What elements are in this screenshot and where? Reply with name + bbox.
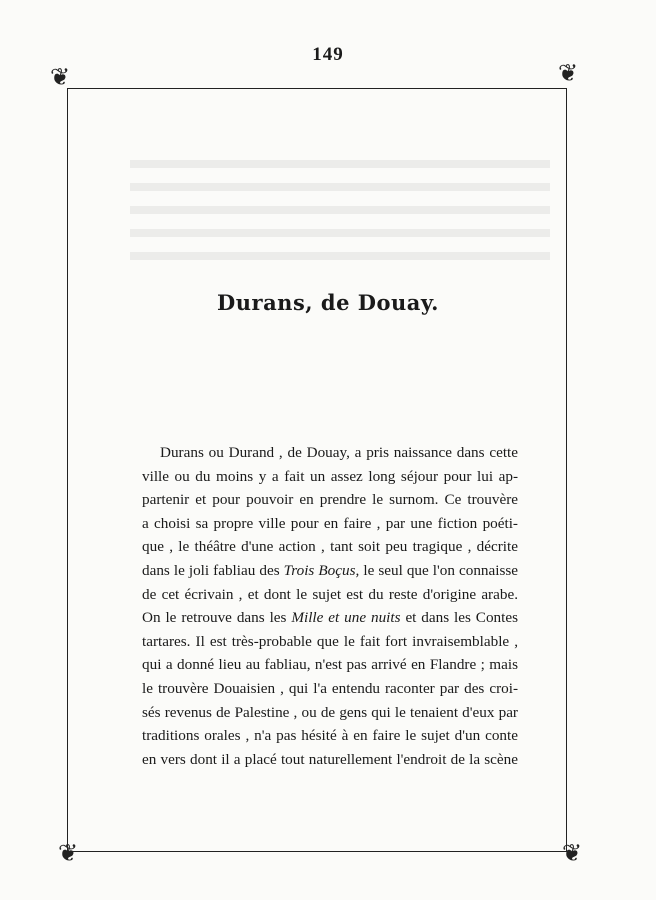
text-line [142,606,518,630]
text-line [142,748,518,772]
text-line [142,441,518,465]
text-span: le seul que l'on connaisse [363,561,519,579]
text-span: le trouvère Douaisien , qui l'a entendu raconter par des croi- [142,679,518,697]
text-span: a choisi sa propre ville pour en faire , par une fiction poéti- [142,514,518,532]
text-line [142,559,518,583]
text-line [142,465,518,489]
italic-title: Mille et une nuits [291,609,401,627]
text-span: Durans ou Durand , de Douay, a pris naissance dans cette [160,444,518,461]
text-span: tartares. Il est très-probable que le fait fort invraisemblable , [142,632,518,650]
text-line [142,488,518,512]
text-span: qui a donné lieu au fabliau, n'est pas arrivé en Flandre ; mais [142,656,518,674]
page-number: 149 [312,44,344,65]
corner-ornament-icon: ❦ [562,841,583,867]
text-line [142,701,518,725]
text-line [142,653,518,677]
body-text [142,441,518,771]
corner-ornament-icon: ❦ [558,61,579,87]
text-line [142,630,518,654]
text-line [142,512,518,536]
text-span: que , le théâtre d'une action , tant soit peu tragique , décrite [142,538,518,556]
corner-ornament-icon: ❦ [50,65,71,91]
text-span: et dans les Contes [405,609,518,627]
italic-title: Trois Boçus, [283,561,360,579]
text-line [142,583,518,607]
text-span: en vers dont il a placé tout naturellement l'endroit de la scène [142,750,518,768]
chapter-title: Durans, de Douay. [217,290,439,315]
text-line [142,677,518,701]
text-line [142,724,518,748]
text-span: de cet écrivain , et dont le sujet est du reste d'origine arabe. [142,585,518,603]
text-line [142,535,518,559]
text-span: traditions orales , n'a pas hésité à en faire le sujet d'un conte [142,727,518,745]
text-span: On le retrouve dans les [142,609,287,627]
bleed-through-text [130,160,550,270]
text-span: ville ou du moins y a fait un assez long séjour pour lui ap- [142,467,518,485]
text-span: partenir et pour pouvoir en prendre le surnom. Ce trouvère [142,491,518,509]
text-span: dans le joli fabliau des [142,561,280,579]
corner-ornament-icon: ❦ [58,841,79,867]
text-span: sés revenus de Palestine , ou de gens qui le tenaient d'eux par [142,703,518,721]
